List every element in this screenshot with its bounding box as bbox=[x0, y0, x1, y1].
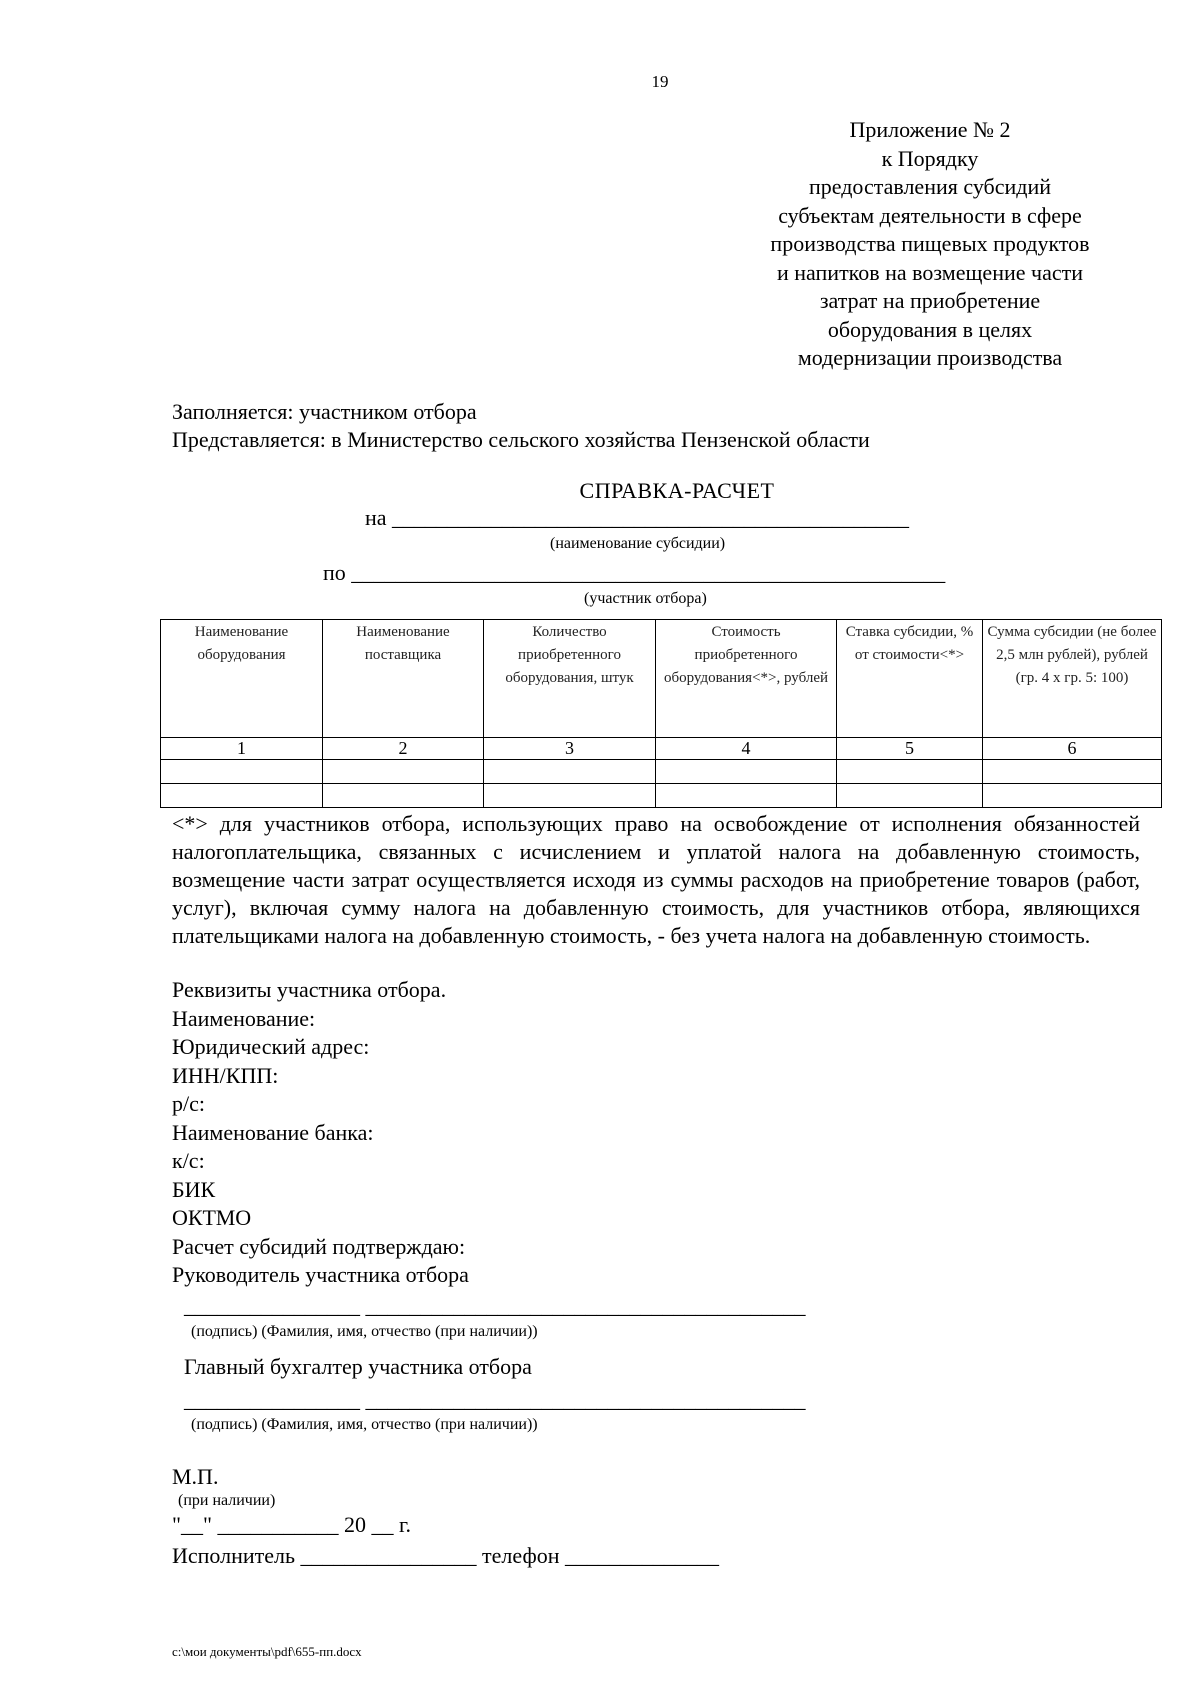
table-cell[interactable] bbox=[983, 760, 1162, 784]
table-row[interactable] bbox=[161, 784, 1162, 808]
table-cell[interactable] bbox=[656, 760, 837, 784]
participant-caption: (участник отбора) bbox=[584, 590, 707, 607]
column-number: 2 bbox=[323, 738, 484, 760]
table-header-cell: Ставка субсидии, % от стоимости<*> bbox=[837, 620, 983, 738]
executor-line[interactable]: Исполнитель ________________ телефон ______________ bbox=[172, 1543, 719, 1568]
participant-fill-line[interactable] bbox=[323, 560, 945, 586]
column-number: 6 bbox=[983, 738, 1162, 760]
appendix-line: оборудования в целях bbox=[827, 316, 1033, 342]
chief-accountant-label: Главный бухгалтер участника отбора bbox=[184, 1354, 532, 1379]
calculation-table bbox=[160, 619, 1162, 808]
accountant-signature-caption: (подпись) (Фамилия, имя, отчество (при наличии)) bbox=[191, 1416, 538, 1433]
column-number: 5 bbox=[837, 738, 983, 760]
table-cell[interactable] bbox=[837, 760, 983, 784]
date-line[interactable]: "__" ___________ 20 __ г. bbox=[172, 1512, 412, 1537]
participant-prefix: по bbox=[323, 560, 346, 585]
requisites-line: Юридический адрес: bbox=[172, 1034, 370, 1059]
accountant-signature-line[interactable]: ________________ ________________________________________ bbox=[184, 1387, 806, 1412]
requisites-line: БИК bbox=[172, 1176, 216, 1202]
subsidy-fill-line[interactable] bbox=[365, 505, 909, 531]
table-cell[interactable] bbox=[323, 760, 484, 784]
table-header-cell: Сумма субсидии (не более 2,5 млн рублей), рублей (гр. 4 x гр. 5: 100) bbox=[983, 620, 1162, 738]
footnote: <*> для участников отбора, использующих право на освобождение от исполнения обязанностей налогоплательщика, связанных с исчислением и уплатой налога на добавленную стоимость, возмещение части затрат осуществляется исходя из суммы расходов на приобретение товаров (работ, услуг), включая сумму налога на добавленную стоимость, для участников отбора, являющихся плательщиками налога на добавленную стоимость, - без учета налога на добавленную стоимость. bbox=[172, 811, 1140, 948]
table-cell[interactable] bbox=[484, 760, 656, 784]
table-cell[interactable] bbox=[323, 784, 484, 808]
appendix-line: и напитков на возмещение части bbox=[777, 259, 1083, 285]
requisites-line: р/с: bbox=[172, 1091, 205, 1116]
appendix-line: к Порядку bbox=[881, 145, 979, 171]
filled-by: Заполняется: участником отбора bbox=[172, 399, 477, 424]
participant-blank[interactable]: ______________________________________________________ bbox=[351, 560, 946, 585]
table-header-cell: Наименование поставщика bbox=[323, 620, 484, 738]
subsidy-prefix: на bbox=[365, 505, 387, 530]
appendix-line: предоставления субсидий bbox=[808, 174, 1052, 199]
table-cell[interactable] bbox=[656, 784, 837, 808]
table-header-row bbox=[161, 620, 1162, 738]
requisites-line: Реквизиты участника отбора. bbox=[172, 977, 447, 1002]
requisites-line: к/с: bbox=[172, 1148, 205, 1173]
table-cell[interactable] bbox=[161, 760, 323, 784]
appendix-line: Приложение № 2 bbox=[849, 117, 1011, 142]
requisites-line: Расчет субсидий подтверждаю: bbox=[172, 1233, 466, 1259]
table-header-cell: Стоимость приобретенного оборудования<*>, рублей bbox=[656, 620, 837, 738]
table-cell[interactable] bbox=[983, 784, 1162, 808]
form-meta bbox=[172, 398, 870, 454]
requisites-line: ИНН/КПП: bbox=[172, 1062, 279, 1088]
table-row[interactable] bbox=[161, 760, 1162, 784]
column-number: 4 bbox=[656, 738, 837, 760]
head-signature-line[interactable]: ________________ ________________________________________ bbox=[184, 1293, 806, 1318]
appendix-header bbox=[740, 116, 1120, 373]
appendix-line: модернизации производства bbox=[797, 345, 1063, 370]
subsidy-caption: (наименование субсидии) bbox=[550, 535, 726, 552]
table-cell[interactable] bbox=[484, 784, 656, 808]
appendix-line: субъектам деятельности в сфере bbox=[778, 202, 1082, 228]
column-number: 3 bbox=[484, 738, 656, 760]
document-title: СПРАВКА-РАСЧЕТ bbox=[579, 478, 775, 503]
stamp-label: М.П. bbox=[172, 1464, 219, 1489]
table-column-numbers-row bbox=[161, 738, 1162, 760]
table-cell[interactable] bbox=[161, 784, 323, 808]
requisites-line: Наименование: bbox=[172, 1005, 316, 1031]
stamp-caption: (при наличии) bbox=[178, 1492, 276, 1509]
submitted-to: Представляется: в Министерство сельского хозяйства Пензенской области bbox=[172, 427, 870, 452]
subsidy-blank[interactable]: _______________________________________________ bbox=[392, 505, 910, 530]
table-header-cell: Количество приобретенного оборудования, штук bbox=[484, 620, 656, 738]
table-header-cell: Наименование оборудования bbox=[161, 620, 323, 738]
requisites-line: Руководитель участника отбора bbox=[172, 1262, 469, 1287]
page-number: 19 bbox=[651, 72, 669, 91]
requisites-line: ОКТМО bbox=[172, 1205, 252, 1230]
column-number: 1 bbox=[161, 738, 323, 760]
appendix-line: производства пищевых продуктов bbox=[770, 231, 1090, 256]
requisites-line: Наименование банка: bbox=[172, 1119, 374, 1145]
appendix-line: затрат на приобретение bbox=[819, 288, 1041, 313]
footer-file-path: c:\мои документы\pdf\655-пп.docx bbox=[172, 1644, 362, 1659]
requisites-block bbox=[172, 976, 469, 1290]
table-cell[interactable] bbox=[837, 784, 983, 808]
head-signature-caption: (подпись) (Фамилия, имя, отчество (при наличии)) bbox=[191, 1323, 538, 1340]
